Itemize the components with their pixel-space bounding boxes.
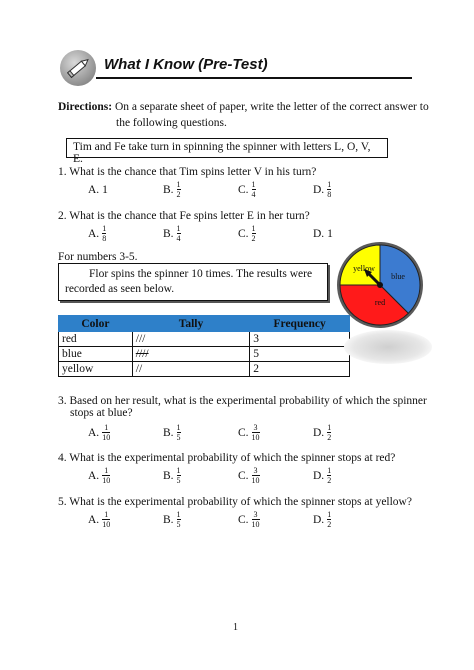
question-5: 5. What is the experimental probability of which the spinner stops at yellow?	[58, 496, 412, 508]
choice-c[interactable]: C. $\frac{3}{10}$	[238, 510, 260, 529]
choice-d[interactable]: D. 1	[313, 227, 333, 240]
story-line-1: Flor spins the spinner 10 times. The results were	[89, 268, 313, 280]
choice-b[interactable]: B. $\frac{1}{5}$	[163, 466, 181, 485]
choice-c[interactable]: C. $\frac{1}{4}$	[238, 180, 256, 199]
spinner-label-blue: blue	[391, 272, 405, 281]
question-1-choices	[88, 180, 388, 199]
header-frequency: Frequency	[250, 316, 350, 332]
question-2: 2. What is the chance that Fe spins letter E in her turn?	[58, 210, 310, 222]
directions-text-2: the following questions.	[116, 117, 227, 129]
table-row	[59, 332, 350, 347]
frequency-cell: 2	[250, 362, 350, 377]
choice-d[interactable]: D. $\frac{1}{2}$	[313, 466, 332, 485]
tally-marks: ////	[135, 348, 149, 360]
directions-label: Directions:	[58, 101, 113, 113]
question-4-choices	[88, 466, 388, 485]
frequency-cell: 3	[250, 332, 350, 347]
choice-a[interactable]: A. 1	[88, 183, 108, 196]
choice-a[interactable]: A. $\frac{1}{10}$	[88, 466, 111, 485]
choice-b[interactable]: B. $\frac{1}{5}$	[163, 510, 181, 529]
question-3-line-2: stops at blue?	[70, 407, 133, 419]
tally-cell: //	[132, 362, 249, 377]
question-3-choices	[88, 423, 388, 442]
table-row	[59, 347, 350, 362]
spinner-shadow	[344, 330, 432, 364]
pencil-icon	[60, 50, 96, 86]
spinner-label-red: red	[374, 298, 386, 307]
frequency-cell: 5	[250, 347, 350, 362]
color-cell: yellow	[59, 362, 133, 377]
story-box	[58, 263, 328, 301]
page-number: 1	[233, 622, 238, 633]
numbers-label: For numbers 3-5.	[58, 251, 138, 263]
question-5-choices	[88, 510, 388, 529]
header-color: Color	[59, 316, 133, 332]
tally-cell	[132, 347, 249, 362]
choice-d[interactable]: D. $\frac{1}{2}$	[313, 423, 332, 442]
header-tally: Tally	[132, 316, 249, 332]
question-1: 1. What is the chance that Tim spins letter V in his turn?	[58, 166, 317, 178]
tally-table	[58, 315, 350, 377]
color-cell: red	[59, 332, 133, 347]
spinner-label-yellow: yellow	[353, 264, 375, 273]
page-title: What I Know (Pre-Test)	[104, 56, 268, 73]
context-text: Tim and Fe take turn in spinning the spinner with letters L, O, V, E.	[73, 141, 371, 165]
question-3	[58, 395, 442, 419]
choice-c[interactable]: C. $\frac{3}{10}$	[238, 466, 260, 485]
tally-cell: ///	[132, 332, 249, 347]
spinner-pivot	[377, 282, 383, 288]
choice-b[interactable]: B. $\frac{1}{2}$	[163, 180, 181, 199]
directions-text-1: On a separate sheet of paper, write the letter of the correct answer to	[114, 101, 429, 113]
choice-b[interactable]: B. $\frac{1}{4}$	[163, 224, 181, 243]
table-row	[59, 362, 350, 377]
table-header-row	[59, 316, 350, 332]
choice-a[interactable]: A. $\frac{1}{8}$	[88, 224, 107, 243]
directions	[58, 99, 438, 131]
spinner	[336, 241, 424, 329]
question-4: 4. What is the experimental probability of which the spinner stops at red?	[58, 452, 396, 464]
color-cell: blue	[59, 347, 133, 362]
choice-a[interactable]: A. $\frac{1}{10}$	[88, 423, 111, 442]
question-3-line-1: 3. Based on her result, what is the experimental probability of which the spinner	[58, 395, 427, 407]
choice-a[interactable]: A. $\frac{1}{10}$	[88, 510, 111, 529]
choice-d[interactable]: D. $\frac{1}{2}$	[313, 510, 332, 529]
story-line-2: recorded as seen below.	[65, 283, 175, 295]
pencil-badge	[60, 50, 96, 86]
choice-c[interactable]: C. $\frac{1}{2}$	[238, 224, 256, 243]
context-box	[66, 138, 388, 165]
choice-c[interactable]: C. $\frac{3}{10}$	[238, 423, 260, 442]
title-underline	[96, 77, 412, 79]
choice-b[interactable]: B. $\frac{1}{5}$	[163, 423, 181, 442]
choice-d[interactable]: D. $\frac{1}{8}$	[313, 180, 332, 199]
